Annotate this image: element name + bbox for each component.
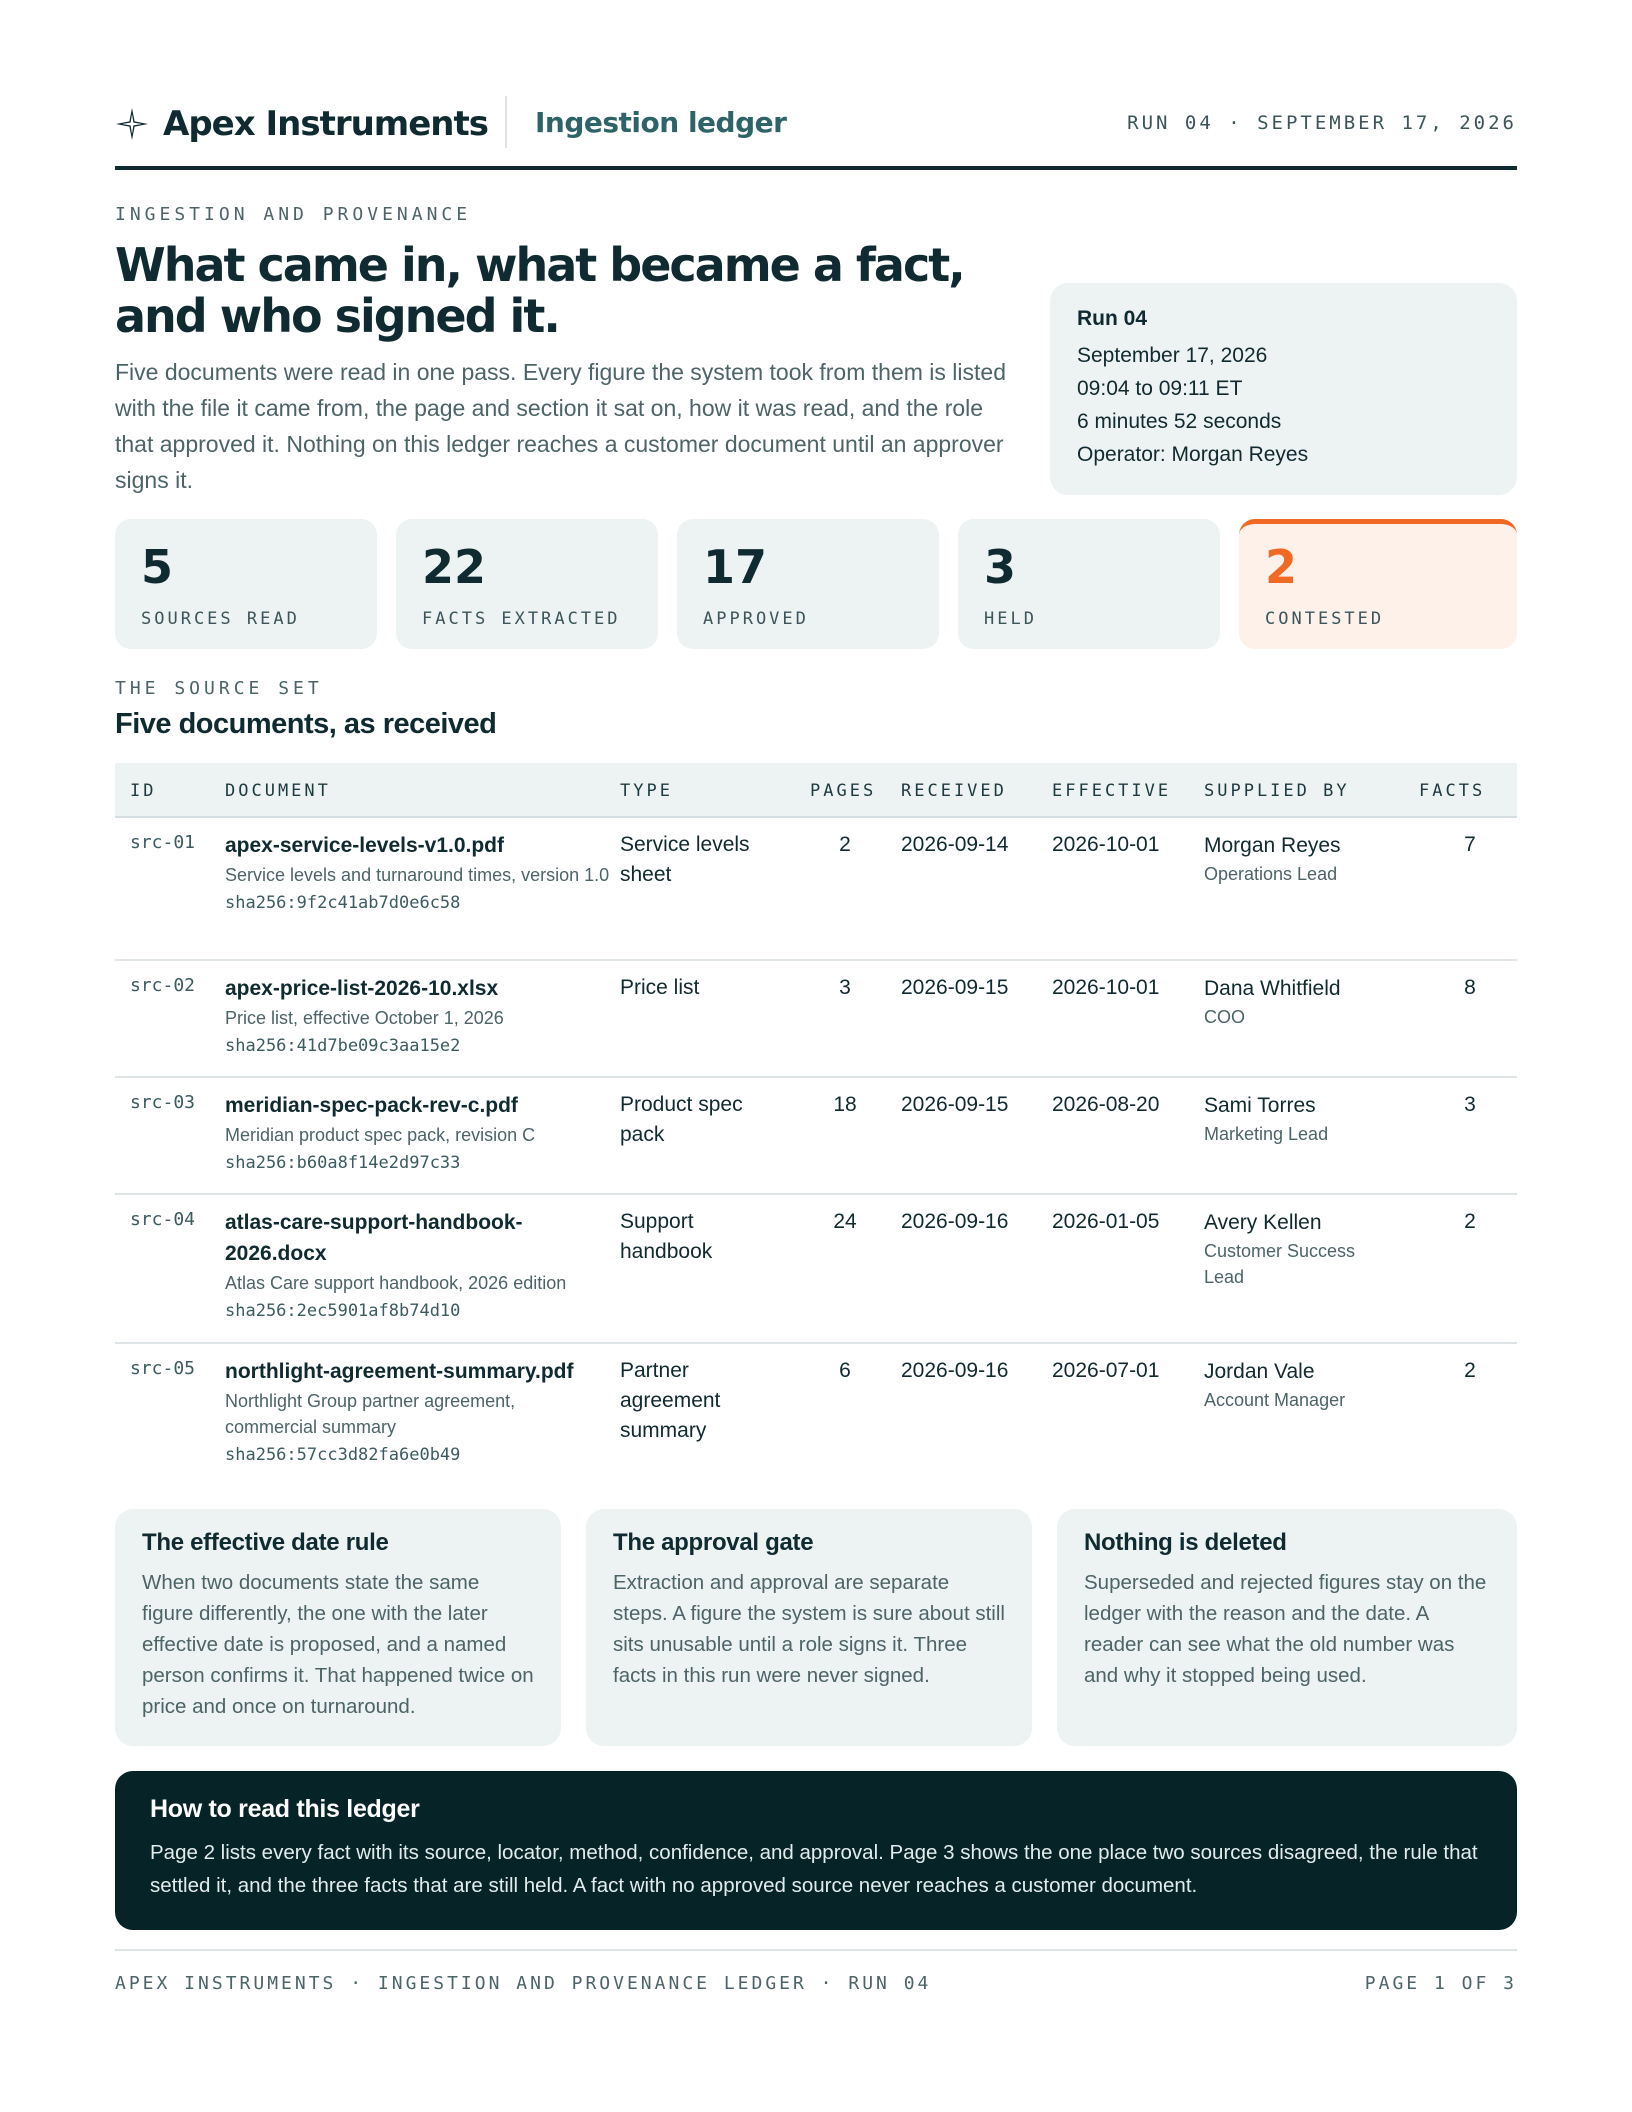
supplier-name: Avery Kellen [1204, 1211, 1322, 1234]
footer-title: APEX INSTRUMENTS · INGESTION AND PROVENANCE LEDGER · RUN 04 [115, 1973, 932, 1994]
how-to-read-banner [115, 1771, 1517, 1930]
document-type: Price list [620, 976, 700, 999]
column-header: DOCUMENT [225, 781, 331, 801]
stat-label: CONTESTED [1265, 609, 1385, 629]
stat-value: 2 [1265, 540, 1298, 594]
document-filename: atlas-care-support-handbook-2026.docx [225, 1211, 523, 1265]
document-type: Support handbook [620, 1210, 713, 1263]
column-header: SUPPLIED BY [1204, 781, 1350, 801]
stat-held [958, 519, 1220, 649]
page-header [115, 96, 1517, 170]
document-description: Northlight Group partner agreement, commercial summary [225, 1391, 516, 1437]
received-date: 2026-09-16 [901, 1359, 1009, 1382]
document-description: Atlas Care support handbook, 2026 edition [225, 1273, 567, 1293]
stat-value: 5 [141, 540, 174, 594]
document-cell [225, 830, 610, 916]
column-header: FACTS [1419, 781, 1486, 801]
fact-count: 2 [1464, 1359, 1476, 1382]
ledger-page [115, 0, 1517, 2112]
supplier-role: Account Manager [1204, 1390, 1346, 1410]
document-type: Service levels sheet [620, 833, 750, 886]
document-subtitle: Ingestion ledger [535, 106, 787, 139]
stat-contested [1239, 519, 1517, 649]
brand-name: Apex Instruments [163, 104, 488, 144]
header-divider [505, 96, 507, 148]
table-header [115, 763, 1517, 818]
stat-sources-read [115, 519, 377, 649]
source-id: src-03 [130, 1092, 196, 1113]
document-filename: apex-service-levels-v1.0.pdf [225, 834, 504, 857]
supplier-name: Jordan Vale [1204, 1360, 1315, 1383]
effective-date: 2026-08-20 [1052, 1093, 1160, 1116]
column-header: EFFECTIVE [1052, 781, 1172, 801]
brand [115, 100, 488, 148]
fact-count: 3 [1464, 1093, 1476, 1116]
document-cell [225, 973, 610, 1059]
received-date: 2026-09-16 [901, 1210, 1009, 1233]
rule-title: The approval gate [613, 1529, 814, 1556]
document-hash: sha256:b60a8f14e2d97c33 [225, 1153, 461, 1173]
column-header: PAGES [810, 781, 877, 801]
stat-approved [677, 519, 939, 649]
run-card-date: September 17, 2026 [1077, 344, 1268, 367]
rule-card-nothing-deleted [1057, 1509, 1517, 1746]
rule-title: The effective date rule [142, 1529, 389, 1556]
document-cell [225, 1090, 610, 1176]
document-type: Partner agreement summary [620, 1359, 721, 1442]
document-filename: northlight-agreement-summary.pdf [225, 1360, 574, 1383]
stat-value: 17 [703, 540, 768, 594]
rule-card-effective-date [115, 1509, 561, 1746]
sparkle-icon [115, 107, 149, 141]
fact-count: 8 [1464, 976, 1476, 999]
source-table [115, 763, 1517, 1494]
page-count: 24 [833, 1210, 857, 1233]
run-card-duration: 6 minutes 52 seconds [1077, 410, 1282, 433]
supplier-cell [1204, 1207, 1379, 1290]
banner-title: How to read this ledger [150, 1795, 420, 1823]
run-card-title: Run 04 [1077, 307, 1148, 330]
run-date: RUN 04 · SEPTEMBER 17, 2026 [1127, 112, 1517, 134]
banner-body: Page 2 lists every fact with its source, locator, method, confidence, and approval. Page 3 shows the one place two sources disagreed, the rule that settled it, and the three facts that are still held. A fact with no approved source never reaches a customer document. [150, 1841, 1478, 1897]
effective-date: 2026-10-01 [1052, 976, 1160, 999]
run-card-operator: Operator: Morgan Reyes [1077, 443, 1309, 466]
stat-label: HELD [984, 609, 1037, 629]
fact-count: 2 [1464, 1210, 1476, 1233]
received-date: 2026-09-15 [901, 976, 1009, 999]
table-row [115, 1078, 1517, 1195]
supplier-role: Marketing Lead [1204, 1124, 1329, 1144]
source-set-title: Five documents, as received [115, 708, 497, 740]
document-cell [225, 1356, 610, 1468]
source-id: src-02 [130, 975, 196, 996]
page-count: 18 [833, 1093, 857, 1116]
received-date: 2026-09-15 [901, 1093, 1009, 1116]
document-description: Service levels and turnaround times, version 1.0 [225, 865, 610, 885]
supplier-name: Sami Torres [1204, 1094, 1316, 1117]
supplier-role: COO [1204, 1007, 1246, 1027]
hero-body: Five documents were read in one pass. Every figure the system took from them is listed with the file it came from, the page and section it sat on, how it was read, and the role that approved it. Nothing on this ledger reaches a customer document until an approver signs it. [115, 359, 1006, 493]
supplier-name: Dana Whitfield [1204, 977, 1341, 1000]
page-count: 3 [839, 976, 851, 999]
supplier-cell [1204, 973, 1379, 1030]
table-row [115, 818, 1517, 961]
supplier-role: Customer Success Lead [1204, 1241, 1356, 1287]
rule-body: Superseded and rejected figures stay on the ledger with the reason and the date. A reader can see what the old number was and why it stopped being used. [1084, 1571, 1487, 1687]
hero-eyebrow: INGESTION AND PROVENANCE [115, 204, 472, 225]
page-count: 2 [839, 833, 851, 856]
effective-date: 2026-10-01 [1052, 833, 1160, 856]
stat-label: SOURCES READ [141, 609, 300, 629]
received-date: 2026-09-14 [901, 833, 1009, 856]
document-filename: meridian-spec-pack-rev-c.pdf [225, 1094, 518, 1117]
document-hash: sha256:2ec5901af8b74d10 [225, 1301, 461, 1321]
fact-count: 7 [1464, 833, 1476, 856]
table-row [115, 1344, 1517, 1494]
source-id: src-01 [130, 832, 196, 853]
document-cell [225, 1207, 610, 1324]
document-filename: apex-price-list-2026-10.xlsx [225, 977, 499, 1000]
page-count: 6 [839, 1359, 851, 1382]
rule-body: When two documents state the same figure differently, the one with the later effective date is proposed, and a named person confirms it. That happened twice on price and once on turnaround. [142, 1571, 534, 1718]
supplier-role: Operations Lead [1204, 864, 1338, 884]
stats-row [115, 519, 1517, 649]
table-row [115, 961, 1517, 1078]
run-summary-card [1050, 283, 1517, 495]
rule-card-approval-gate [586, 1509, 1032, 1746]
source-id: src-05 [130, 1358, 196, 1379]
source-id: src-04 [130, 1209, 196, 1230]
rule-body: Extraction and approval are separate steps. A figure the system is sure about still sits unusable until a role signs it. Three facts in this run were never signed. [613, 1571, 1005, 1687]
document-description: Price list, effective October 1, 2026 [225, 1008, 504, 1028]
source-set-eyebrow: THE SOURCE SET [115, 678, 323, 699]
column-header: TYPE [620, 781, 673, 801]
document-hash: sha256:57cc3d82fa6e0b49 [225, 1445, 461, 1465]
supplier-cell [1204, 1356, 1379, 1413]
stat-label: FACTS EXTRACTED [422, 609, 621, 629]
effective-date: 2026-07-01 [1052, 1359, 1160, 1382]
run-card-time: 09:04 to 09:11 ET [1077, 377, 1243, 400]
column-header: RECEIVED [901, 781, 1007, 801]
stat-value: 22 [422, 540, 487, 594]
page-title: What came in, what became a fact, and who signed it. [115, 238, 964, 343]
document-hash: sha256:9f2c41ab7d0e6c58 [225, 893, 461, 913]
footer-divider [115, 1949, 1517, 1951]
supplier-cell [1204, 1090, 1379, 1147]
document-description: Meridian product spec pack, revision C [225, 1125, 536, 1145]
supplier-name: Morgan Reyes [1204, 834, 1341, 857]
stat-value: 3 [984, 540, 1017, 594]
stat-label: APPROVED [703, 609, 809, 629]
rule-title: Nothing is deleted [1084, 1529, 1287, 1556]
page-number: PAGE 1 OF 3 [1364, 1973, 1517, 1994]
table-row [115, 1195, 1517, 1344]
column-header: ID [130, 781, 157, 801]
document-type: Product spec pack [620, 1093, 743, 1146]
supplier-cell [1204, 830, 1379, 887]
stat-facts-extracted [396, 519, 658, 649]
effective-date: 2026-01-05 [1052, 1210, 1160, 1233]
document-hash: sha256:41d7be09c3aa15e2 [225, 1036, 461, 1056]
